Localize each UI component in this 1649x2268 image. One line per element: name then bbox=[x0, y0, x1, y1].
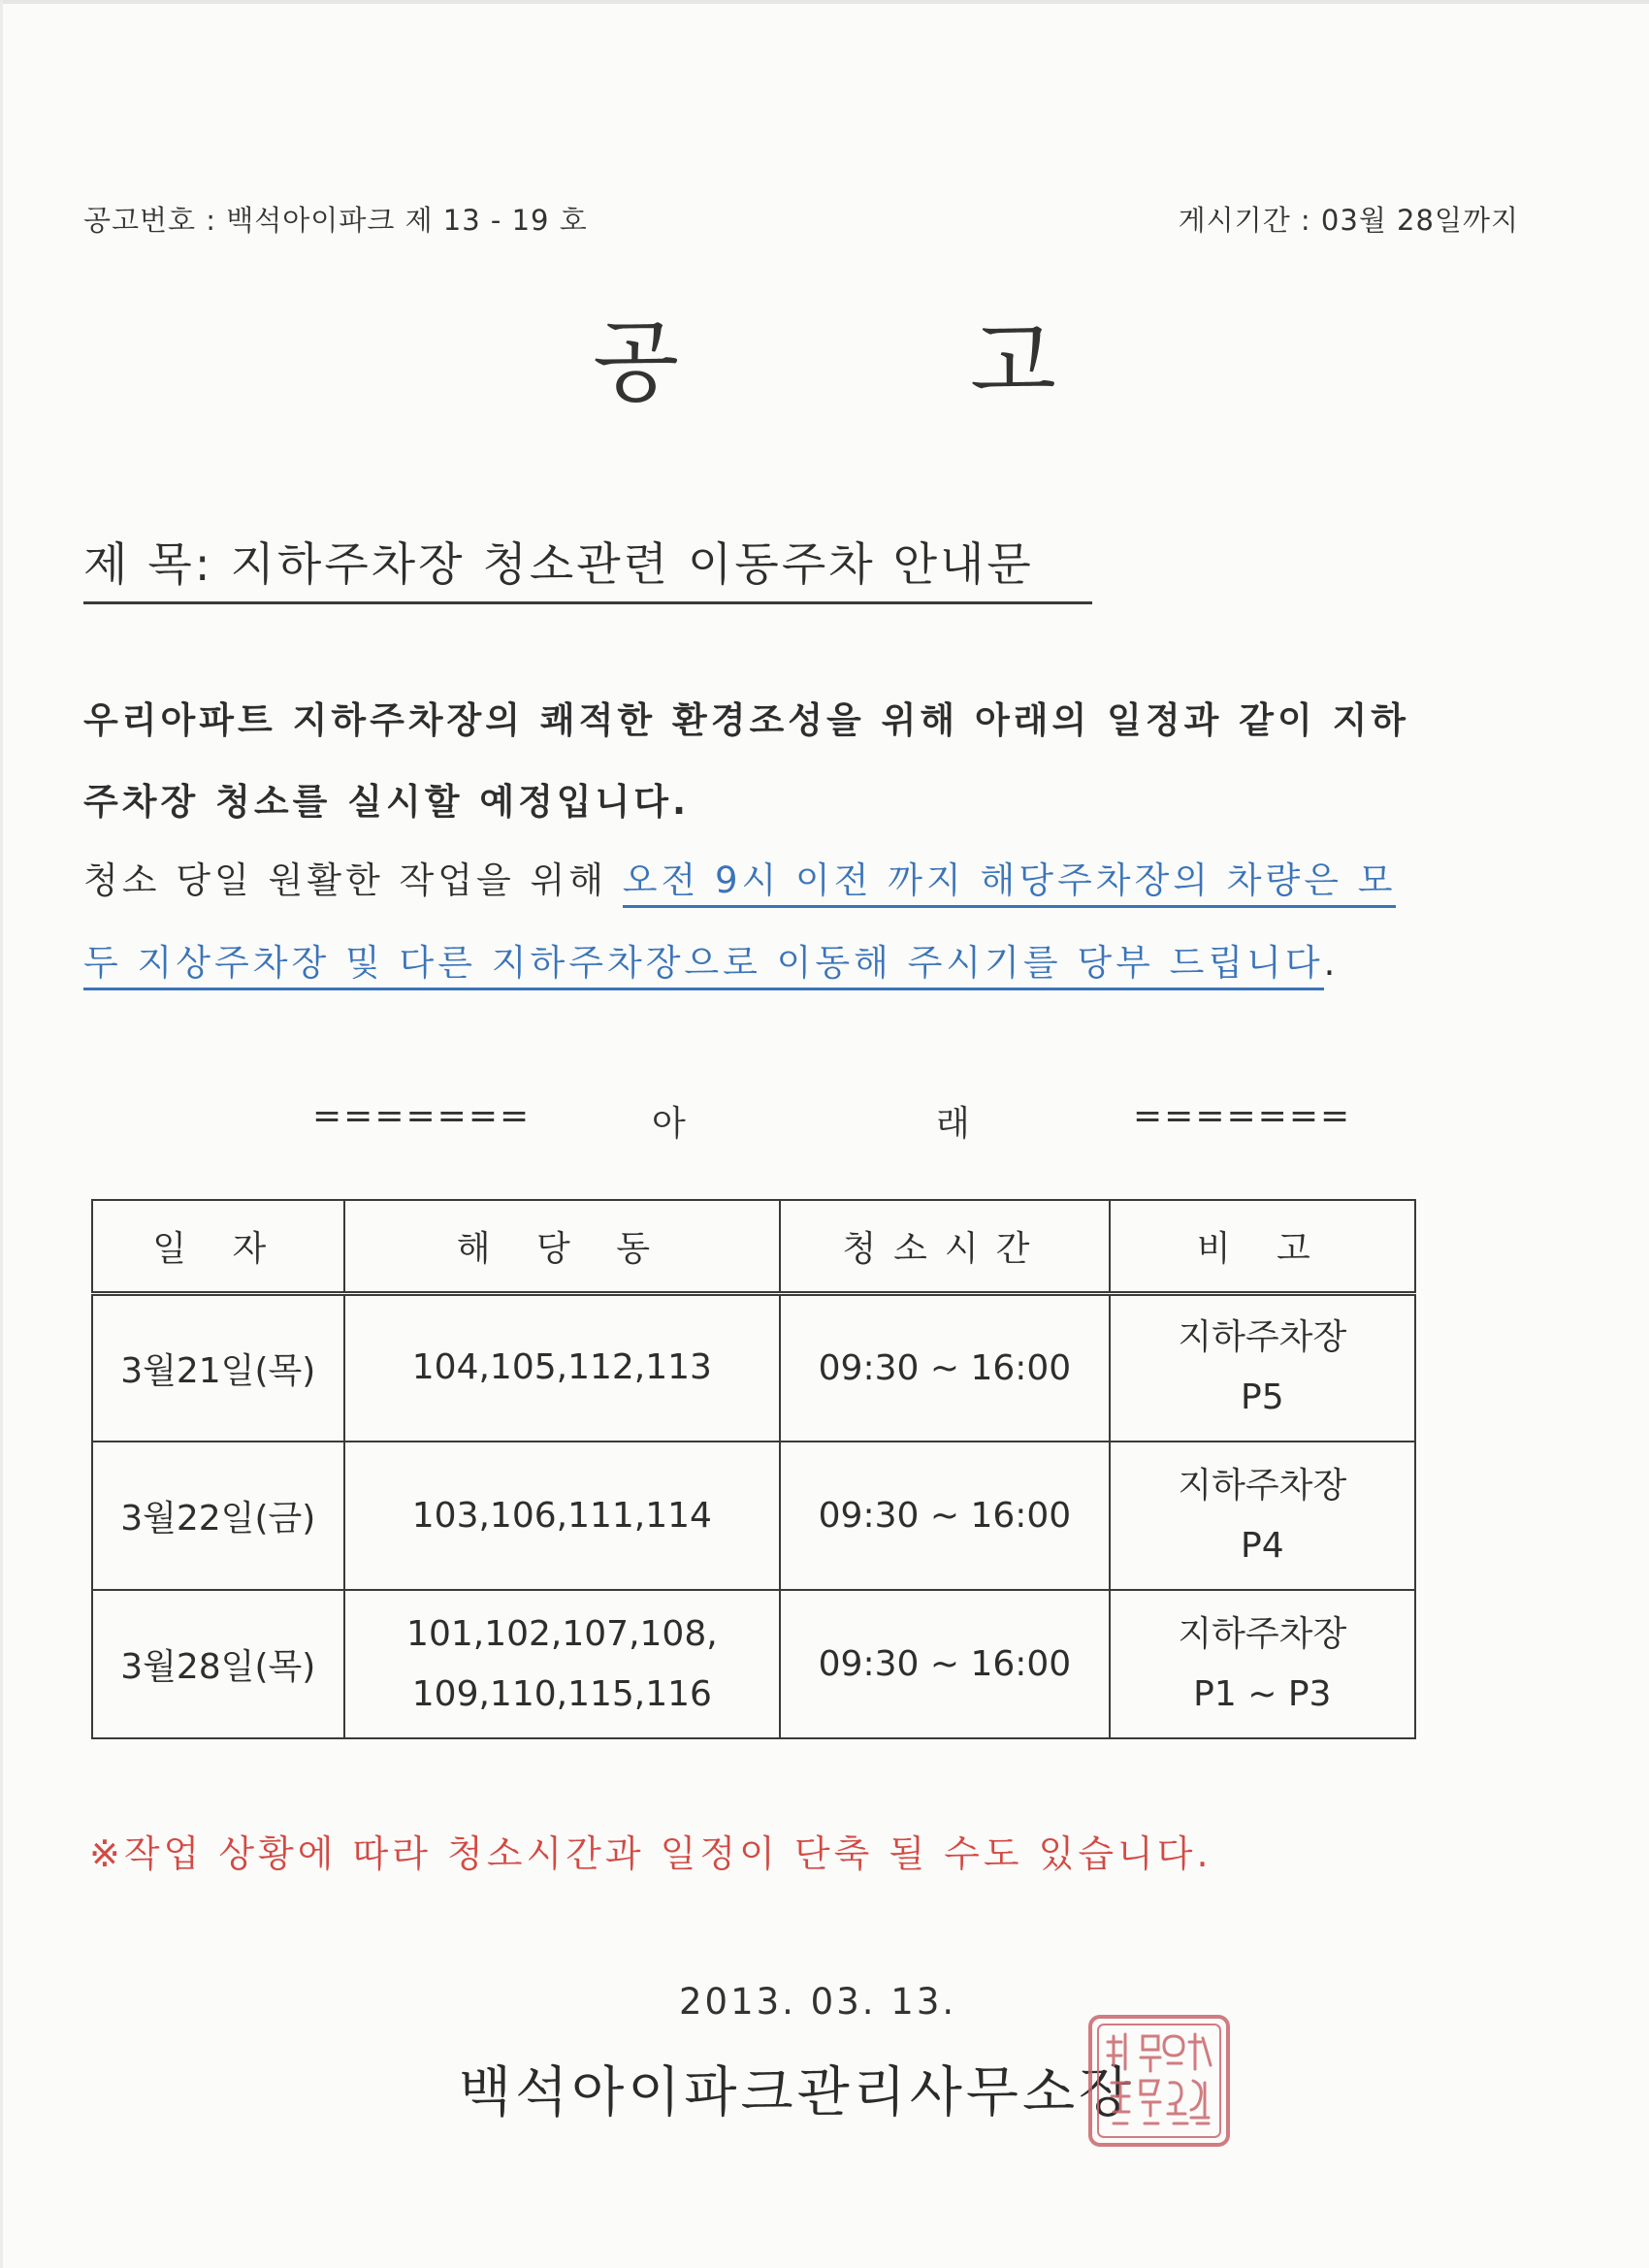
note-line-1: 지하주차장 bbox=[1178, 1317, 1347, 1358]
highlighted-instruction: 오전 9시 이전 까지 해당주차장의 차량은 모 bbox=[623, 859, 1397, 908]
note-line-2: P1 ~ P3 bbox=[1193, 1673, 1332, 1714]
cell-building bbox=[344, 1442, 781, 1590]
heading-char-a: 아 bbox=[652, 1104, 686, 1144]
header-time: 청소시간 bbox=[780, 1200, 1109, 1293]
body-period: . bbox=[1323, 942, 1340, 984]
body-paragraph-2-line-1 bbox=[83, 851, 1538, 903]
cleaning-schedule-table bbox=[91, 1199, 1416, 1739]
cell-time: 09:30 ~ 16:00 bbox=[780, 1293, 1109, 1442]
building-list: 104,105,112,113 bbox=[411, 1347, 712, 1388]
cell-building bbox=[344, 1590, 781, 1738]
subject-line: 제 목: 지하주차장 청소관련 이동주차 안내문 bbox=[83, 529, 1092, 604]
issue-date: 2013. 03. 13. bbox=[679, 1981, 957, 2023]
cell-note bbox=[1110, 1590, 1415, 1738]
header-building: 해 당 동 bbox=[344, 1200, 781, 1293]
heading-rule-right: ======= bbox=[1133, 1096, 1352, 1136]
body-paragraph-1-line-2: 주차장 청소를 실시할 예정입니다. bbox=[83, 781, 691, 823]
header-date: 일 자 bbox=[92, 1200, 344, 1293]
notice-number: 공고번호 : 백석아이파크 제 13 - 19 호 bbox=[83, 204, 588, 237]
table-row bbox=[92, 1442, 1415, 1590]
heading-rule-left: ======= bbox=[312, 1096, 532, 1136]
body-paragraph-2-line-2 bbox=[83, 933, 1538, 986]
cell-time: 09:30 ~ 16:00 bbox=[780, 1590, 1109, 1738]
cell-date: 3월28일(목) bbox=[92, 1590, 344, 1738]
cell-date: 3월21일(목) bbox=[92, 1293, 344, 1442]
note-line-1: 지하주차장 bbox=[1178, 1613, 1347, 1654]
below-section-heading bbox=[0, 1096, 1649, 1145]
building-list-line-2: 109,110,115,116 bbox=[411, 1673, 712, 1714]
heading-char-rae: 래 bbox=[936, 1104, 970, 1144]
highlighted-instruction-cont: 두 지상주차장 및 다른 지하주차장으로 이동해 주시기를 당부 드립니다 bbox=[83, 942, 1324, 990]
cell-note bbox=[1110, 1442, 1415, 1590]
note-line-2: P5 bbox=[1241, 1377, 1284, 1418]
body-plain-text: 청소 당일 원활한 작업을 위해 bbox=[83, 859, 623, 901]
note-line-1: 지하주차장 bbox=[1178, 1465, 1347, 1506]
cell-note bbox=[1110, 1293, 1415, 1442]
table-row bbox=[92, 1293, 1415, 1442]
schedule-warning: ※작업 상황에 따라 청소시간과 일정이 단축 될 수도 있습니다. bbox=[89, 1832, 1212, 1875]
cell-building bbox=[344, 1293, 781, 1442]
posting-period: 게시기간 : 03월 28일까지 bbox=[1178, 204, 1519, 237]
scan-edge-top bbox=[0, 0, 1649, 4]
body-paragraph-1-line-1: 우리아파트 지하주차장의 쾌적한 환경조성을 위해 아래의 일정과 같이 지하 bbox=[83, 699, 1410, 741]
cell-time: 09:30 ~ 16:00 bbox=[780, 1442, 1109, 1590]
note-line-2: P4 bbox=[1241, 1525, 1284, 1566]
page-title: 공고 bbox=[593, 310, 1347, 414]
issuing-office: 백석아이파크관리사무소장 bbox=[459, 2061, 1136, 2124]
building-list-line-1: 101,102,107,108, bbox=[406, 1613, 718, 1654]
table-header-row bbox=[92, 1200, 1415, 1293]
table-row bbox=[92, 1590, 1415, 1738]
official-seal-icon bbox=[1086, 2013, 1232, 2149]
cell-date: 3월22일(금) bbox=[92, 1442, 344, 1590]
building-list: 103,106,111,114 bbox=[411, 1495, 712, 1536]
header-note: 비 고 bbox=[1110, 1200, 1415, 1293]
